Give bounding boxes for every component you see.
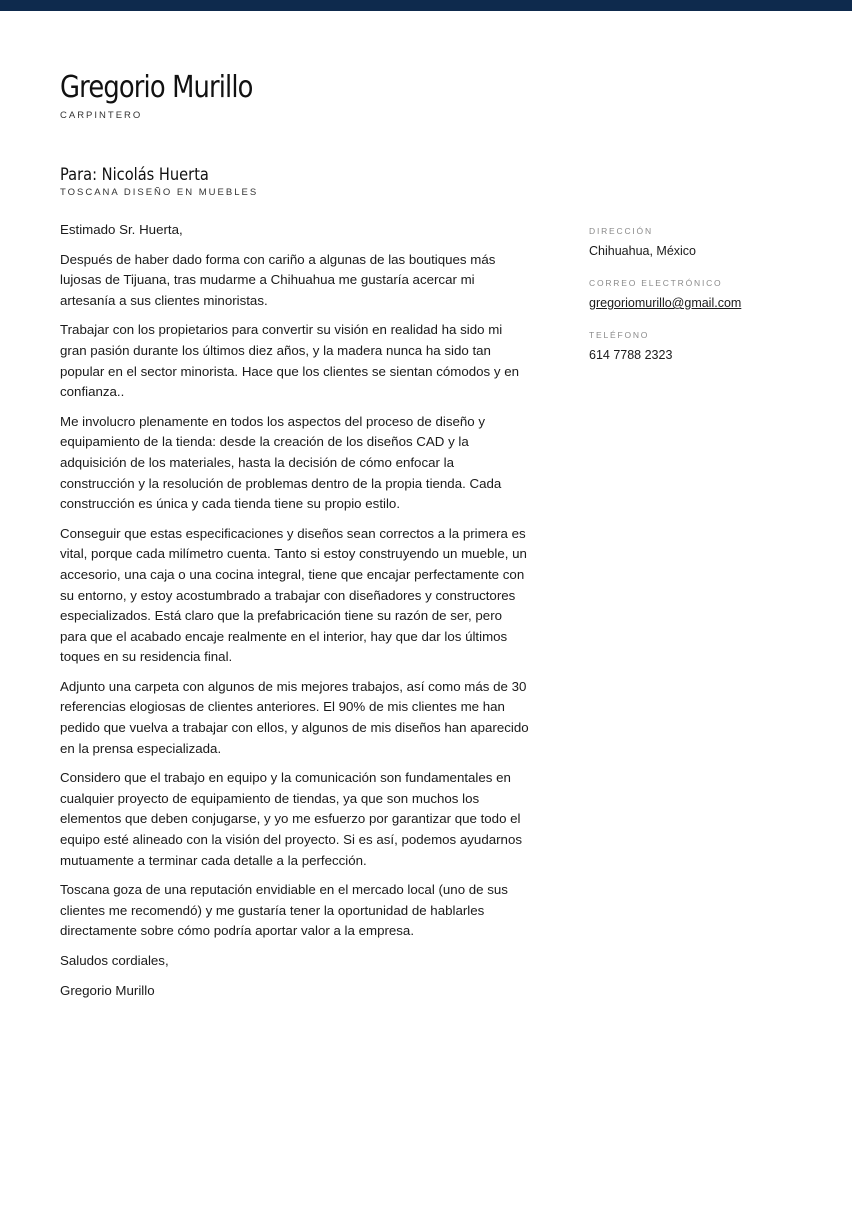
recipient-name: Para: Nicolás Huerta bbox=[60, 165, 209, 185]
letter-paragraph: Trabajar con los propietarios para convertir su visión en realidad ha sido mi gran pasión durante los últimos diez años, y la madera nunca ha sido tan popular en el sector minorista. Hace que los clientes se sientan cómodos y en confianza.. bbox=[60, 322, 519, 400]
recipient-block bbox=[60, 164, 258, 198]
closing: Saludos cordiales, bbox=[60, 953, 169, 968]
phone-value: 614 7788 2323 bbox=[589, 348, 673, 362]
salutation: Estimado Sr. Huerta, bbox=[60, 222, 183, 237]
letter-paragraph: Conseguir que estas especificaciones y diseños sean correctos a la primera es vital, porque cada milímetro cuenta. Tanto si estoy construyendo un mueble, un accesorio, una caja o una cocina integral, tiene que encajar perfectamente con su entorno, y estoy acostumbrado a trabajar con diseñadores y constructores especializados. Está claro que la prefabricación tiene su razón de ser, pero para que el acabado encaje realmente en el interior, hay que dar los últimos toques en su residencia final. bbox=[60, 525, 527, 665]
letter-paragraph: Después de haber dado forma con cariño a algunas de las boutiques más lujosas de Tijuana, tras mudarme a Chihuahua me gustaría acercar mi artesanía a sus clientes minoristas. bbox=[60, 251, 496, 308]
letter-paragraph: Me involucro plenamente en todos los aspectos del proceso de diseño y equipamiento de la tienda: desde la creación de los diseños CAD y la adquisición de los materiales, hasta la decisión de cómo enfocar la construcción y la resolución de problemas dentro de la propia tienda. Cada construcción es única y cada tienda tiene su propio estilo. bbox=[60, 413, 502, 512]
letter-paragraph: Toscana goza de una reputación envidiable en el mercado local (uno de sus clientes me recomendó) y me gustaría tener la oportunidad de hablarles directamente sobre cómo podría aportar valor a la empresa. bbox=[60, 882, 508, 939]
sender-name: Gregorio Murillo bbox=[60, 70, 253, 105]
sender-role: CARPINTERO bbox=[60, 110, 143, 121]
letter-paragraph: Considero que el trabajo en equipo y la comunicación son fundamentales en cualquier proyecto de equipamiento de tiendas, ya que son muchos los elementos que deben conjugarse, y yo me esfuerzo por garantizar que todo el equipo esté alineado con la visión del proyecto. Si es así, podemos ayudarnos mutuamente a terminar cada detalle a la perfección. bbox=[60, 770, 522, 868]
recipient-company: TOSCANA DISEÑO EN MUEBLES bbox=[60, 187, 259, 198]
address-label: DIRECCIÓN bbox=[589, 226, 653, 236]
letter-paragraph: Adjunto una carpeta con algunos de mis mejores trabajos, así como más de 30 referencias elogiosas de clientes anteriores. El 90% de mis clientes me han pedido que vuelva a trabajar con ellos, y algunos de mis diseños han aparecido en la prensa especializada. bbox=[60, 678, 529, 756]
top-accent-bar bbox=[0, 0, 852, 11]
letter-body bbox=[60, 220, 532, 1010]
phone-label: TELÉFONO bbox=[589, 330, 650, 340]
email-label: CORREO ELECTRÓNICO bbox=[589, 278, 723, 288]
letter-header bbox=[60, 68, 284, 121]
signature: Gregorio Murillo bbox=[60, 982, 155, 998]
contact-sidebar bbox=[589, 224, 829, 380]
address-value: Chihuahua, México bbox=[589, 244, 697, 258]
email-link[interactable]: gregoriomurillo@gmail.com bbox=[589, 296, 742, 310]
